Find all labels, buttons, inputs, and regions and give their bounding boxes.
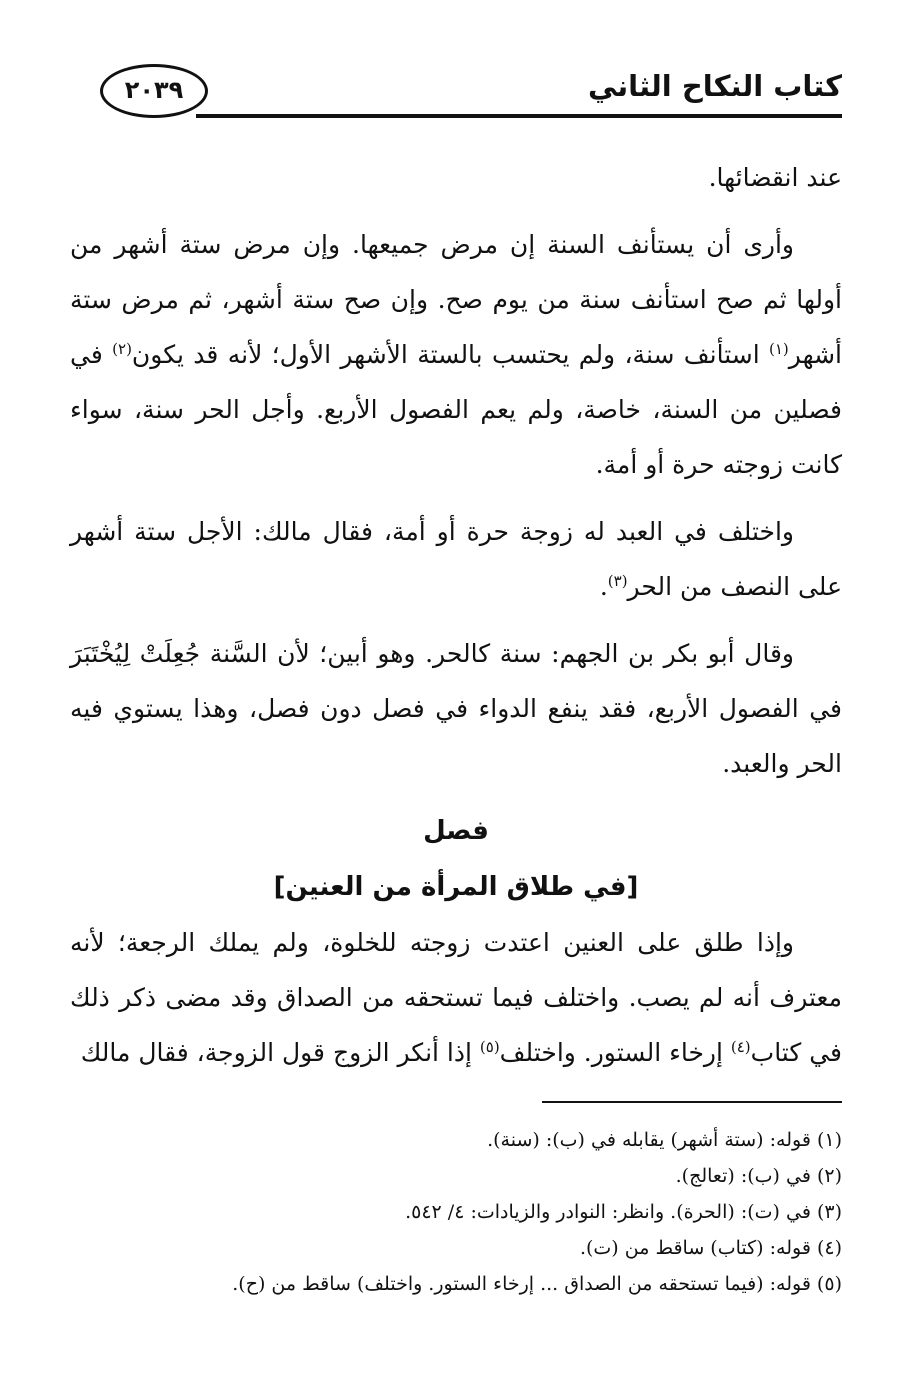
paragraph-5 [70, 915, 842, 1080]
paragraph-3-part-a: واختلف في العبد له زوجة حرة أو أمة، فقال مالك: الأجل ستة أشهر على النصف من الحر [70, 517, 842, 601]
footnote-ref-2[interactable]: (٢) [112, 340, 132, 358]
section-title: فصل [423, 816, 489, 846]
footnote-3: (٣) في (ت): (الحرة). وانظر: النوادر والزيادات: ٤/ ٥٤٢. [405, 1201, 842, 1223]
main-text [70, 150, 842, 1092]
paragraph-2-part-a: وأرى أن يستأنف السنة إن مرض جميعها. وإن مرض ستة أشهر من أولها ثم صح استأنف سنة من يوم صح. وإن صح ستة أشهر، ثم مرض ستة أشهر [70, 230, 842, 369]
footnote-ref-3[interactable]: (٣) [607, 572, 628, 590]
footnote-ref-5[interactable]: (٥) [479, 1038, 500, 1056]
paragraph-2 [70, 217, 842, 492]
header-rule [196, 114, 842, 118]
footnote-ref-1[interactable]: (١) [769, 340, 789, 358]
paragraph-5-part-b: إرخاء الستور. واختلف [499, 1038, 731, 1067]
footnote-ref-4[interactable]: (٤) [730, 1038, 751, 1056]
paragraph-1: عند انقضائها. [708, 163, 842, 192]
page-header [100, 62, 842, 122]
section-subtitle: [في طلاق المرأة من العنين] [273, 872, 639, 902]
paragraph-3-part-b: . [599, 572, 608, 601]
paragraph-4: وقال أبو بكر بن الجهم: سنة كالحر. وهو أبين؛ لأن السَّنة جُعِلَتْ لِيُخْتَبَرَ في الفصول الأربع، فقد ينفع الدواء في فصل دون فصل، وهذا يستوي فيه الحر والعبد. [70, 639, 842, 778]
footnote-5: (٥) قوله: (فيما تستحقه من الصداق ... إرخاء الستور. واختلف) ساقط من (ح). [232, 1273, 842, 1295]
footnote-1: (١) قوله: (ستة أشهر) يقابله في (ب): (سنة). [487, 1129, 842, 1151]
paragraph-5-part-c: إذا أنكر الزوج قول الزوجة، فقال مالك [80, 1038, 480, 1067]
page-number: ٢٠٣٩ [124, 76, 184, 104]
footnote-separator [542, 1101, 842, 1103]
paragraph-2-part-b: استأنف سنة، ولم يحتسب بالستة الأشهر الأول؛ لأنه قد يكون [131, 340, 769, 369]
book-title: كتاب النكاح الثاني [587, 69, 842, 103]
paragraph-5-part-a: وإذا طلق على العنين اعتدت زوجته للخلوة، ولم يملك الرجعة؛ لأنه معترف أنه لم يصب. واختلف فيما تستحقه من الصداق وقد مضى ذكر ذلك في كتاب [70, 928, 842, 1067]
paragraph-2-part-c: في فصلين من السنة، خاصة، ولم يعم الفصول الأربع. وأجل الحر سنة، سواء كانت زوجته حرة أو أمة. [70, 340, 842, 479]
footnote-2: (٢) في (ب): (تعالج). [675, 1165, 842, 1187]
footnote-4: (٤) قوله: (كتاب) ساقط من (ت). [579, 1237, 842, 1259]
footnotes [70, 1122, 842, 1302]
paragraph-3 [70, 504, 842, 614]
